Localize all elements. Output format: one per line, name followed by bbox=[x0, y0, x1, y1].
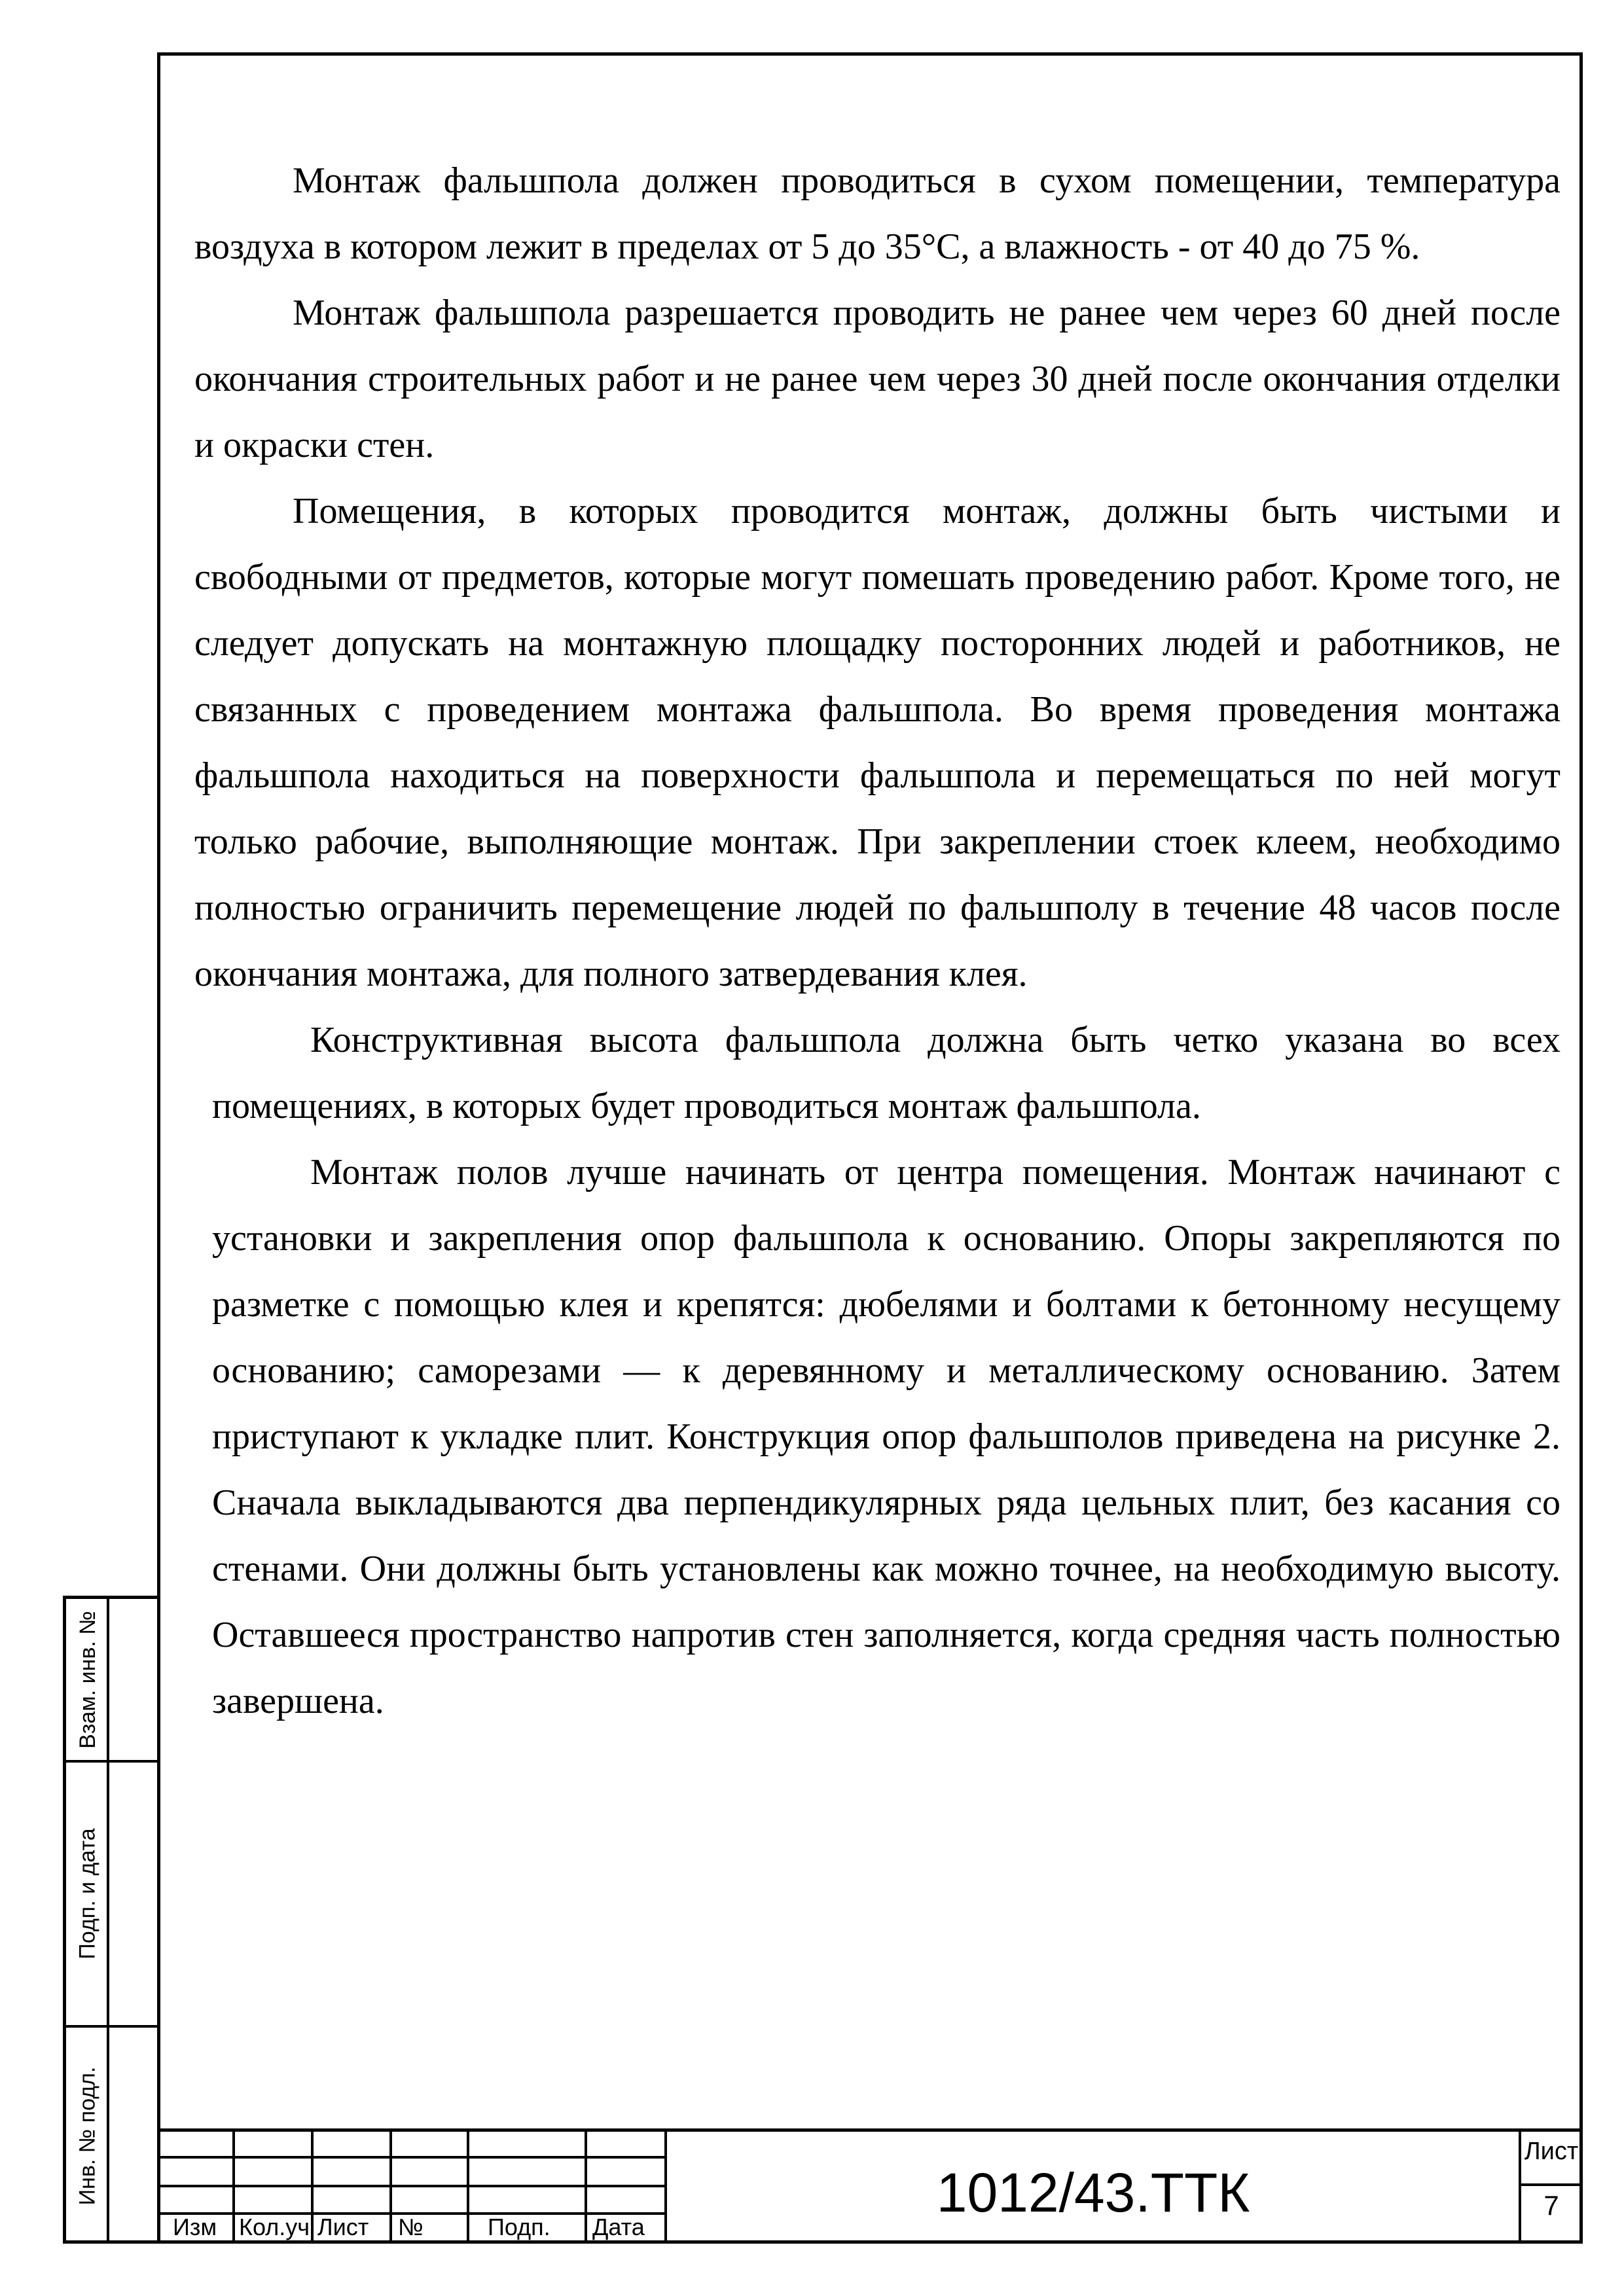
stamp-col-line bbox=[664, 2128, 667, 2244]
stamp-col-line bbox=[232, 2128, 235, 2244]
document-body bbox=[194, 148, 1561, 1734]
sheet-number: 7 bbox=[1543, 2190, 1559, 2221]
side-label-inv-podl: Инв. № подл. bbox=[75, 2066, 100, 2205]
paragraph-height: Конструктивная высота фальшпола должна быть четко указана во всех помещениях, в которых будет проводиться монтаж фальшпола. bbox=[212, 1020, 1561, 1126]
title-block bbox=[157, 2128, 1583, 2244]
stamp-col-line bbox=[311, 2128, 314, 2244]
stamp-col-number: № bbox=[398, 2214, 424, 2240]
side-stamp bbox=[63, 1596, 157, 2244]
stamp-col-line bbox=[389, 2128, 392, 2244]
paragraph-installation: Монтаж полов лучше начинать от центра помещения. Монтаж начинают с установки и закрепления опор фальшпола к основанию. Опоры закрепляются по разметке с помощью клея и крепятся: дюбелями и болтами к бетонному несущему основанию; саморезами — к деревянному и металлическому основанию. Затем приступают к укладке плит. Конструкция опор фальшполов приведена на рисунке 2. Сначала выкладываются два перпендикулярных ряда цельных плит, без касания со стенами. Они должны быть установлены как можно точнее, на необходимую высоту. Оставшееся пространство напротив стен заполняется, когда средняя часть полностью завершена. bbox=[212, 1152, 1561, 1721]
side-label-podp-data: Подп. и дата bbox=[75, 1828, 100, 1960]
stamp-col-data: Дата bbox=[592, 2214, 645, 2240]
stamp-col-list: Лист bbox=[317, 2214, 369, 2240]
side-label-vzam: Взам. инв. № bbox=[75, 1610, 100, 1749]
stamp-col-line bbox=[585, 2128, 587, 2244]
sheet-label: Лист bbox=[1524, 2138, 1579, 2165]
stamp-row-line bbox=[1519, 2183, 1583, 2186]
stamp-col-line bbox=[467, 2128, 469, 2244]
stamp-col-kol-uch: Кол.уч bbox=[239, 2214, 310, 2240]
side-divider bbox=[107, 1599, 109, 2240]
document-code: 1012/43.ТТК bbox=[936, 2161, 1250, 2223]
paragraph-timing: Монтаж фальшпола разрешается проводить не ранее чем через 60 дней после окончания строительных работ и не ранее чем через 30 дней после окончания отделки и окраски стен. bbox=[194, 293, 1561, 465]
paragraph-premises: Помещения, в которых проводится монтаж, должны быть чистыми и свободными от предметов, которые могут помешать проведению работ. Кроме того, не следует допускать на монтажную площадку посторонних людей и работников, не связанных с проведением монтажа фальшпола. Во время проведения монтажа фальшпола находиться на поверхности фальшпола и перемещаться по ней могут только рабочие, выполняющие монтаж. При закреплении стоек клеем, необходимо полностью ограничить перемещение людей по фальшполу в течение 48 часов после окончания монтажа, для полного затвердевания клея. bbox=[194, 491, 1561, 994]
stamp-col-podp: Подп. bbox=[488, 2214, 550, 2240]
stamp-col-izm: Изм bbox=[173, 2214, 217, 2240]
paragraph-conditions: Монтаж фальшпола должен проводиться в сухом помещении, температура воздуха в котором лежит в пределах от 5 до 35°С, а влажность - от 40 до 75 %. bbox=[194, 160, 1561, 267]
